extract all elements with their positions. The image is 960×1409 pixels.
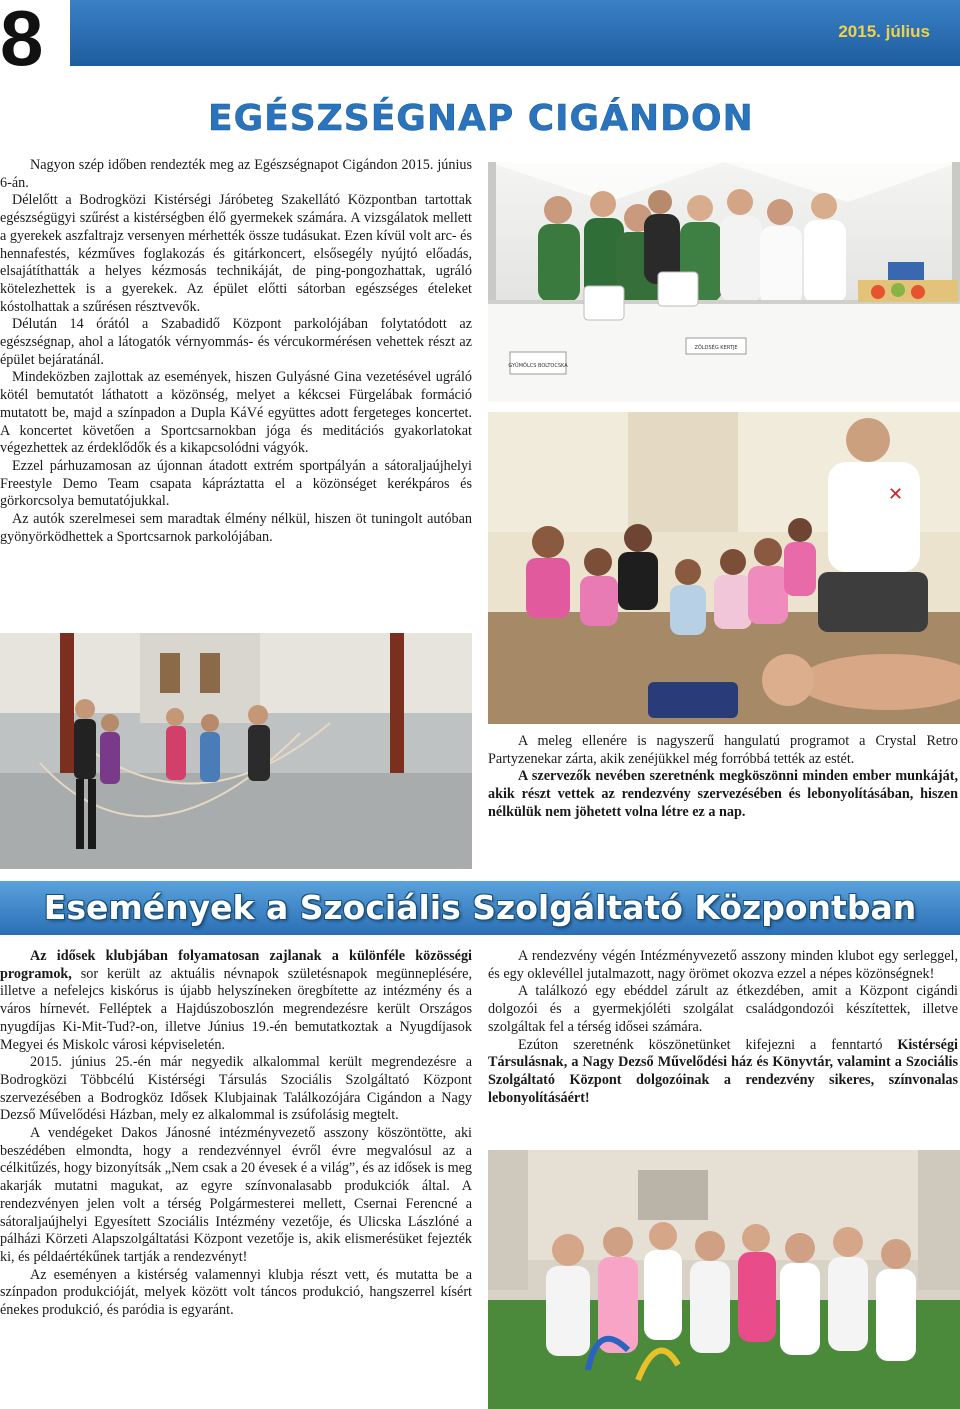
article-body <box>0 157 472 546</box>
header-bar <box>70 0 960 66</box>
article2-paragraph: A találkozó egy ebéddel zárult az étkezdében, amit a Központ cigándi dolgozói és a gyermekjóléti szolgálat családgondozói készítettek, illetve szolgáltak fel a térség idősei számára. <box>488 983 958 1035</box>
article2-paragraph: 2015. június 25.-én már negyedik alkalommal került megrendezésre a Bodrogközi Többcélú Kistérségi Társulás Szociális Szolgáltató Központ szervezésében a Bodrogköz Idősek Klubjainak Találkozójára Cigándon a Nagy Dezső Művelődési Házban, mely ez alkalommal is zsúfolásig megtelt. <box>0 1054 472 1124</box>
article2-intro-bold: Az idősek klubjában folyamatosan zajlanak a különféle közösségi programok, <box>0 948 472 982</box>
article2-thanks-plain: Ezúton szeretnénk köszönetünket kifejezni a fenntartó <box>518 1036 898 1053</box>
article2-paragraph: Az eseményen a kistérség valamennyi klubja részt vett, és mutatta be a színpadon produkcióját, melyek között volt táncos produkció, hangszerrel kísért énekes produkció, és paródia is egyaránt. <box>0 1266 472 1319</box>
photo-jump-rope <box>0 633 472 869</box>
article2-left-column <box>0 948 472 1320</box>
closing-thanks <box>488 768 958 821</box>
page-number: 8 <box>0 0 44 82</box>
photo-seniors-group <box>488 1150 960 1409</box>
article2-intro <box>0 948 472 1054</box>
article-paragraph: Ezzel párhuzamosan az újonnan átadott extrém sportpályán a sátoraljaújhelyi Freestyle Demo Team csapata kápráztatta el a közönséget kerékpáros és görkorcsolya bemutatójukkal. <box>0 457 472 510</box>
article2-right-column <box>488 948 958 1107</box>
photo-sign-text: GYÜMÖLCS BOLTOCSKA <box>508 363 568 369</box>
article2-paragraph: A vendégeket Dakos Jánosné intézményvezető asszony köszöntötte, aki beszédében elmondta, hogy a rendezvénnyel évről évre megvalósul az a célkitűzés, hogy bizonyítsák „Nem csak a 20 évesek é a világ”, és az idősek is meg akarják mutatni magukat, az egyre színvonalasabb produkciók által. A rendezvényen jelen volt a térség Polgármesterei mellett, Csernai Ferencné a sátoraljaújhelyi Egyesített Szociális Intézmény vezetője, és Ulicska Lászlóné a pálházi Körzeti Alapszolgáltatási Központ vezetője is, akik elismerésüket fejezték ki, és példaértékűnek tartják a rendezvényt! <box>0 1125 472 1265</box>
closing-paragraph: A meleg ellenére is nagyszerű hangulatú programot a Crystal Retro Partyzenekar zárta, akik zenéjükkel még forróbbá tették az estét. <box>488 733 958 767</box>
article-paragraph: Mindeközben zajlottak az események, hiszen Gulyásné Gina vezetésével ugráló kötél bemutatót láthatott a közönség, melyet a kékcsei Fürgelábak formáció mutatott be, majd a színpadon a Dupla KáVé együttes adott fergeteges koncertet. A koncertet követően a Sportcsarnokban jóga és meditációs gyakorlatokat végezhettek az érdeklődők és a kikapcsolódni vágyók. <box>0 369 472 457</box>
svg-text:✕: ✕ <box>888 484 904 505</box>
photo-first-aid-lecture <box>488 412 960 724</box>
article-closing <box>488 733 958 822</box>
article-paragraph: Az autók szerelmesei sem maradtak élmény nélkül, hiszen öt tuningolt autóban gyönyörködhettek a Sportcsarnok parkolójában. <box>0 511 472 545</box>
article-paragraph: Délelőtt a Bodrogközi Kistérségi Járóbeteg Szakellátó Központban tartottak egészségügyi szűrést a kistérségben élő gyermekek számára. A vizsgálatok mellett a gyerekek aszfaltrajz versenyen mérhették össze tudásukat. Ezen kívül volt arc- és hennafestés, kézműves foglakozás és gitárkoncert, elsősegély nyújtó előadás, elsajátíthatták a helyes kézmosás technikáját, de ping-pongozhattak, ugráló kötelezhettek is a gyerekek. Az épület előtti sátorban egészséges ételeket kóstolhattak a szűrésen résztvevők. <box>0 192 472 315</box>
article-paragraph: Nagyon szép időben rendezték meg az Egészségnapot Cigándon 2015. június 6-án. <box>0 157 472 191</box>
article2-intro-rest: sor került az aktuális névnapok születésnapok megünneplésére, illetve a nefelejcs kiskórus is újabb helyszíneken öregbítette az intézmény és a város hírnevét. Felléptek a Hajdúszoboszlón megrendezésre került Országos nyugdíjas Ki-Mit-Tud?-on, illetve Június 19.-én bemutatkoztak a Nyugdíjasok Megyei és Miskolc városi képviseletén. <box>0 965 472 1053</box>
article2-paragraph: A rendezvény végén Intézményvezető asszony minden klubot egy serleggel, és egy oklevéllel jutalmazott, nagy örömet okozva ezzel a népes közönségnek! <box>488 948 958 982</box>
closing-thanks-bold: A szervezők nevében szeretnénk megköszönni minden ember munkáját, akik részt vettek az rendezvény szervezésében és lebonyolításában, hiszen nélkülük nem jöhetett volna létre ez a nap. <box>488 768 958 820</box>
photo-sign-text: ZÖLDSÉG KERTJE <box>694 345 738 351</box>
article2-thanks-bold: Kistérségi Társulásnak, a Nagy Dezső Művelődési ház és Könyvtár, valamint a Szociális Szolgáltató Központ dolgozóinak a rendezvény sikeres, színvonalas lebonyolításáért! <box>488 1036 958 1106</box>
article-paragraph: Délután 14 órától a Szabadidő Központ parkolójában folytatódott az egészségnap, ahol a látogatók vérnyommás- és vércukormérésen vehettek részt az épület bejáratánál. <box>0 316 472 368</box>
article-title: EGÉSZSÉGNAP CIGÁNDON <box>208 98 754 139</box>
section-heading: Események a Szociális Szolgáltató Központban <box>43 888 917 927</box>
article2-thanks <box>488 1037 958 1108</box>
issue-date: 2015. július <box>838 22 930 41</box>
photo-tent-food-stall <box>488 162 960 402</box>
